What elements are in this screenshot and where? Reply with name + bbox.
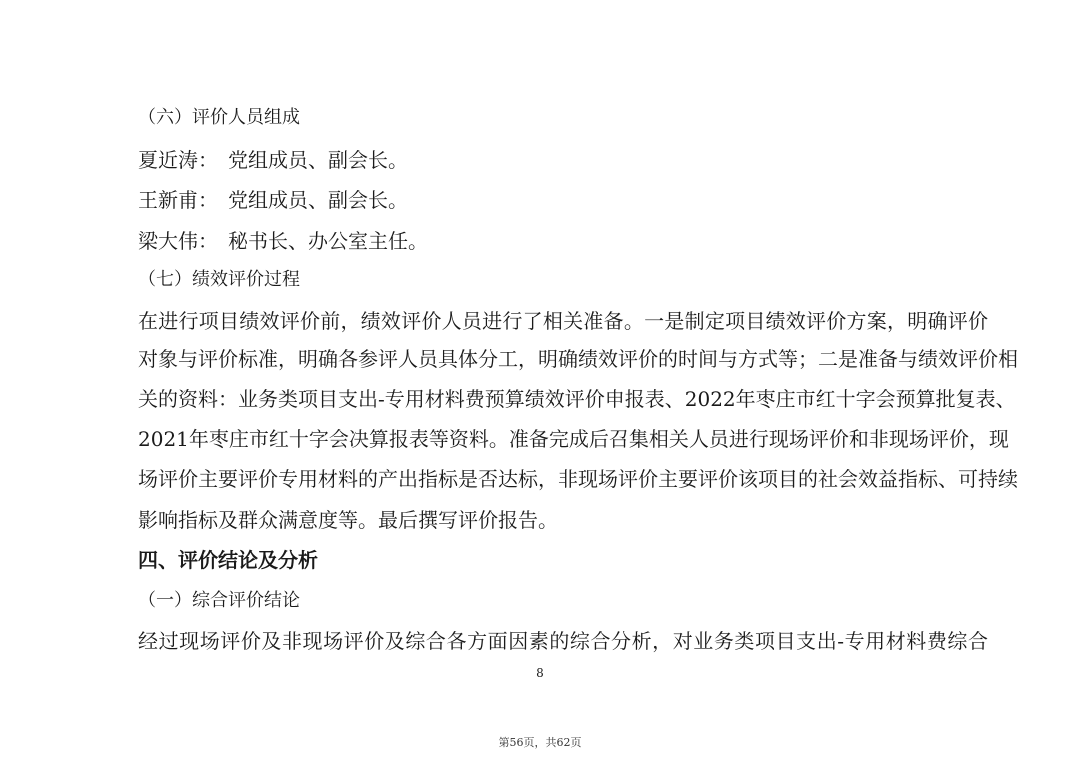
member-role: 党组成员、副会长。 <box>228 188 408 212</box>
paragraph-line: 关的资料：业务类项目支出-专用材料费预算绩效评价申报表、2022年枣庄市红十字会预算批复表、 <box>138 387 1016 411</box>
section4-heading: 四、评价结论及分析 <box>138 548 318 572</box>
member-role: 党组成员、副会长。 <box>228 148 408 172</box>
member-name: 王新甫： <box>138 188 218 212</box>
section6-title: （六）评价人员组成 <box>138 107 300 128</box>
member-role: 秘书长、办公室主任。 <box>228 229 428 253</box>
member-name: 梁大伟： <box>138 229 218 253</box>
paragraph-line: 场评价主要评价专用材料的产出指标是否达标，非现场评价主要评价该项目的社会效益指标、可持续 <box>138 467 1018 491</box>
member-row <box>138 227 988 255</box>
member-name: 夏近涛： <box>138 148 218 172</box>
paragraph-line: 2021年枣庄市红十字会决算报表等资料。准备完成后召集相关人员进行现场评价和非现场评价，现 <box>138 427 1009 451</box>
member-row <box>138 146 988 174</box>
page-footer: 第56页，共62页 <box>498 736 582 749</box>
paragraph-line: 在进行项目绩效评价前，绩效评价人员进行了相关准备。一是制定项目绩效评价方案，明确评价 <box>138 309 988 333</box>
section7-title: （七）绩效评价过程 <box>138 269 300 290</box>
page-number: 8 <box>536 666 544 680</box>
member-row <box>138 186 988 214</box>
paragraph-line: 影响指标及群众满意度等。最后撰写评价报告。 <box>138 508 558 532</box>
paragraph-line: 对象与评价标准，明确各参评人员具体分工，明确绩效评价的时间与方式等；二是准备与绩效评价相 <box>138 347 1018 371</box>
conclusion-title: （一）综合评价结论 <box>138 590 300 611</box>
paragraph-line: 经过现场评价及非现场评价及综合各方面因素的综合分析，对业务类项目支出-专用材料费综合 <box>138 629 988 653</box>
